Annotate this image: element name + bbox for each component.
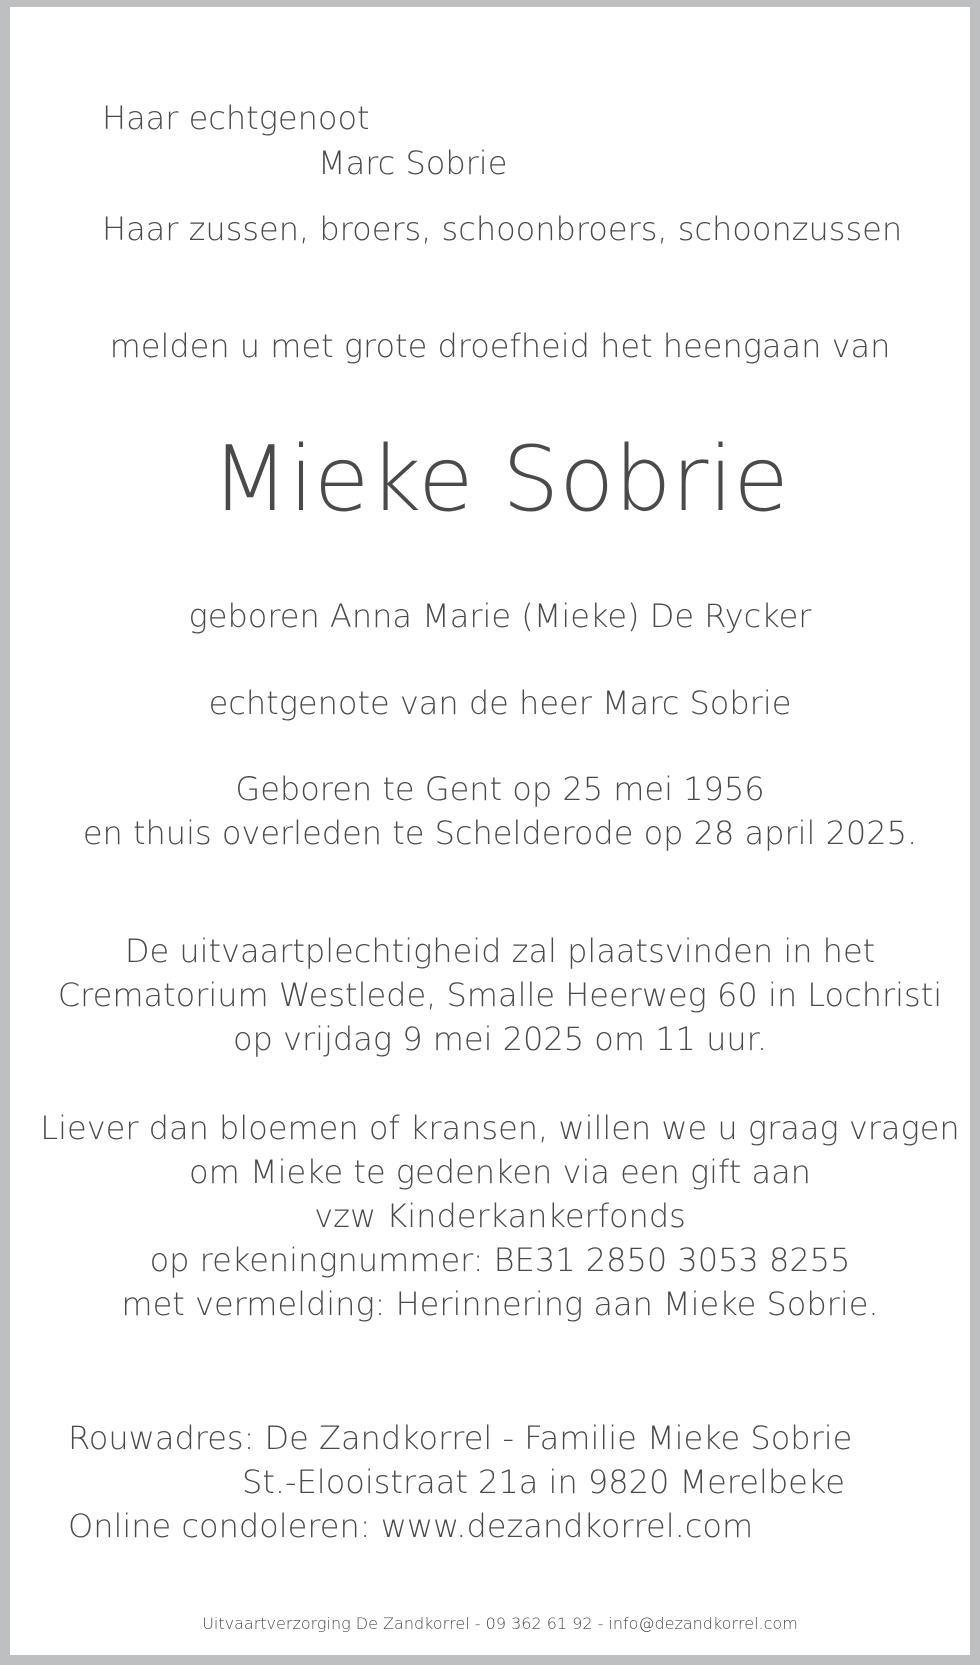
birth-date: Geboren te Gent op 25 mei 1956 — [235, 770, 765, 808]
donation-line-1: Liever dan bloemen of kransen, willen we u graag vragen — [40, 1109, 960, 1147]
siblings-line: Haar zussen, broers, schoonbroers, schoonzussen — [102, 210, 903, 248]
ceremony-line-1: De uitvaartplechtigheid zal plaatsvinden in het — [124, 932, 876, 970]
funeral-home-footer: Uitvaartverzorging De Zandkorrel - 09 362 61 92 - info@dezandkorrel.com — [202, 1614, 798, 1633]
ceremony-line-2: Crematorium Westlede, Smalle Heerweg 60 in Lochristi — [57, 976, 943, 1014]
deceased-name: Mieke Sobrie — [211, 427, 789, 532]
ceremony-line-3: op vrijdag 9 mei 2025 om 11 uur. — [232, 1020, 768, 1058]
spouse-of: echtgenote van de heer Marc Sobrie — [208, 684, 792, 722]
donation-line-3: vzw Kinderkankerfonds — [314, 1197, 686, 1235]
online-condolences: Online condoleren: www.dezandkorrel.com — [68, 1507, 754, 1545]
mourning-address-line-2: St.-Elooistraat 21a in 9820 Merelbeke — [242, 1463, 845, 1501]
spouse-label: Haar echtgenoot — [102, 99, 370, 137]
announcement-text: melden u met grote droefheid het heengaan van — [109, 327, 891, 365]
birth-name: geboren Anna Marie (Mieke) De Rycker — [188, 597, 812, 635]
donation-reference: met vermelding: Herinnering aan Mieke Sobrie. — [121, 1285, 879, 1323]
mourning-address-line-1: Rouwadres: De Zandkorrel - Familie Mieke Sobrie — [68, 1419, 853, 1457]
donation-account: op rekeningnummer: BE31 2850 3053 8255 — [149, 1241, 851, 1279]
spouse-name: Marc Sobrie — [318, 144, 508, 182]
death-date: en thuis overleden te Schelderode op 28 april 2025. — [82, 814, 918, 852]
donation-line-2: om Mieke te gedenken via een gift aan — [189, 1153, 811, 1191]
